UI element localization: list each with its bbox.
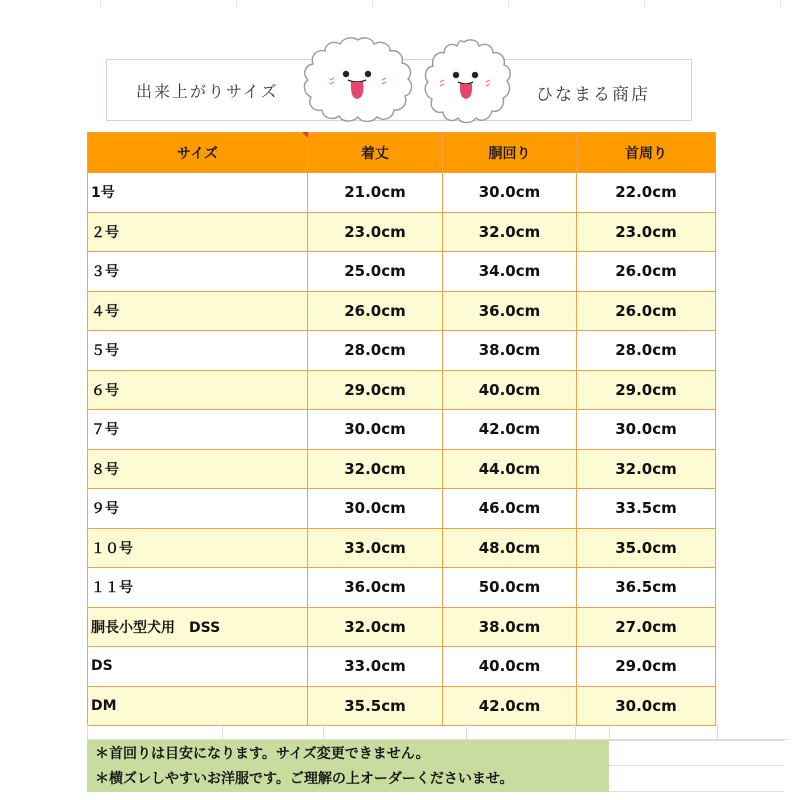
- table-row: [88, 370, 716, 410]
- cell-length: 30.0cm: [308, 410, 443, 450]
- cell-size: ４号: [88, 291, 308, 331]
- table-row: [88, 489, 716, 529]
- table-row: [88, 173, 716, 213]
- table-row: [88, 410, 716, 450]
- cell-length: 30.0cm: [308, 489, 443, 529]
- table-row: [88, 449, 716, 489]
- cell-chest: 42.0cm: [443, 410, 577, 450]
- cell-length: 26.0cm: [308, 291, 443, 331]
- cell-neck: 35.0cm: [577, 528, 716, 568]
- cell-length: 36.0cm: [308, 568, 443, 608]
- cell-chest: 38.0cm: [443, 607, 577, 647]
- header-neck: 首周り: [577, 133, 716, 173]
- table-row: [88, 252, 716, 292]
- cell-neck: 30.0cm: [577, 686, 716, 726]
- cell-length: 21.0cm: [308, 173, 443, 213]
- cell-length: 29.0cm: [308, 370, 443, 410]
- spreadsheet-gridlines: [87, 724, 787, 740]
- fluffy-mascot-icon: [416, 38, 512, 124]
- cell-size: ６号: [88, 370, 308, 410]
- cell-neck: 26.0cm: [577, 291, 716, 331]
- cell-chest: 40.0cm: [443, 647, 577, 687]
- cell-size: ９号: [88, 489, 308, 529]
- cell-neck: 29.0cm: [577, 370, 716, 410]
- cell-length: 23.0cm: [308, 212, 443, 252]
- table-row: [88, 568, 716, 608]
- table-header-row: [88, 133, 716, 173]
- table-row: [88, 212, 716, 252]
- cell-chest: 46.0cm: [443, 489, 577, 529]
- cell-chest: 36.0cm: [443, 291, 577, 331]
- spreadsheet-top-gridlines: [0, 0, 800, 10]
- cell-length: 33.0cm: [308, 528, 443, 568]
- cell-neck: 27.0cm: [577, 607, 716, 647]
- cell-neck: 29.0cm: [577, 647, 716, 687]
- cell-size: ８号: [88, 449, 308, 489]
- note-neck-size: ＊首回りは目安になります。サイズ変更できません。: [95, 746, 430, 762]
- cell-comment-marker: [302, 132, 308, 138]
- cell-length: 32.0cm: [308, 449, 443, 489]
- note-fit-warning: ＊横ズレしやすいお洋服です。ご理解の上オーダーくださいませ。: [95, 771, 514, 787]
- cell-size: １１号: [88, 568, 308, 608]
- banner-shop-name: ひなまる商店: [536, 85, 650, 105]
- table-row: [88, 291, 716, 331]
- cell-size: DS: [88, 647, 308, 687]
- table-row: [88, 647, 716, 687]
- cell-chest: 34.0cm: [443, 252, 577, 292]
- cell-size: ７号: [88, 410, 308, 450]
- spreadsheet-empty-cells: [609, 740, 784, 792]
- cell-size: 1号: [88, 173, 308, 213]
- table-row: [88, 686, 716, 726]
- banner-title-finished-size: 出来上がりサイズ: [136, 82, 279, 101]
- size-chart-table: [87, 132, 716, 726]
- cell-size: DM: [88, 686, 308, 726]
- cell-size: ５号: [88, 331, 308, 371]
- table-row: [88, 607, 716, 647]
- cell-length: 32.0cm: [308, 607, 443, 647]
- cell-neck: 28.0cm: [577, 331, 716, 371]
- header-chest: 胴回り: [443, 133, 577, 173]
- cell-neck: 26.0cm: [577, 252, 716, 292]
- cell-chest: 30.0cm: [443, 173, 577, 213]
- cell-chest: 44.0cm: [443, 449, 577, 489]
- cell-length: 25.0cm: [308, 252, 443, 292]
- cell-neck: 30.0cm: [577, 410, 716, 450]
- cell-size: ２号: [88, 212, 308, 252]
- cell-neck: 32.0cm: [577, 449, 716, 489]
- cell-chest: 50.0cm: [443, 568, 577, 608]
- cell-neck: 23.0cm: [577, 212, 716, 252]
- cell-length: 28.0cm: [308, 331, 443, 371]
- cell-chest: 48.0cm: [443, 528, 577, 568]
- cell-neck: 36.5cm: [577, 568, 716, 608]
- header-size: サイズ: [88, 133, 308, 173]
- cell-chest: 42.0cm: [443, 686, 577, 726]
- fluffy-mascot-icon: [302, 36, 414, 122]
- header-length: 着丈: [308, 133, 443, 173]
- cell-length: 33.0cm: [308, 647, 443, 687]
- cell-neck: 22.0cm: [577, 173, 716, 213]
- table-row: [88, 331, 716, 371]
- cell-length: 35.5cm: [308, 686, 443, 726]
- notes-box: [87, 740, 609, 792]
- cell-size: ３号: [88, 252, 308, 292]
- cell-size: 胴長小型犬用 DSS: [88, 607, 308, 647]
- table-row: [88, 528, 716, 568]
- cell-chest: 40.0cm: [443, 370, 577, 410]
- cell-chest: 38.0cm: [443, 331, 577, 371]
- cell-chest: 32.0cm: [443, 212, 577, 252]
- cell-size: １０号: [88, 528, 308, 568]
- cell-neck: 33.5cm: [577, 489, 716, 529]
